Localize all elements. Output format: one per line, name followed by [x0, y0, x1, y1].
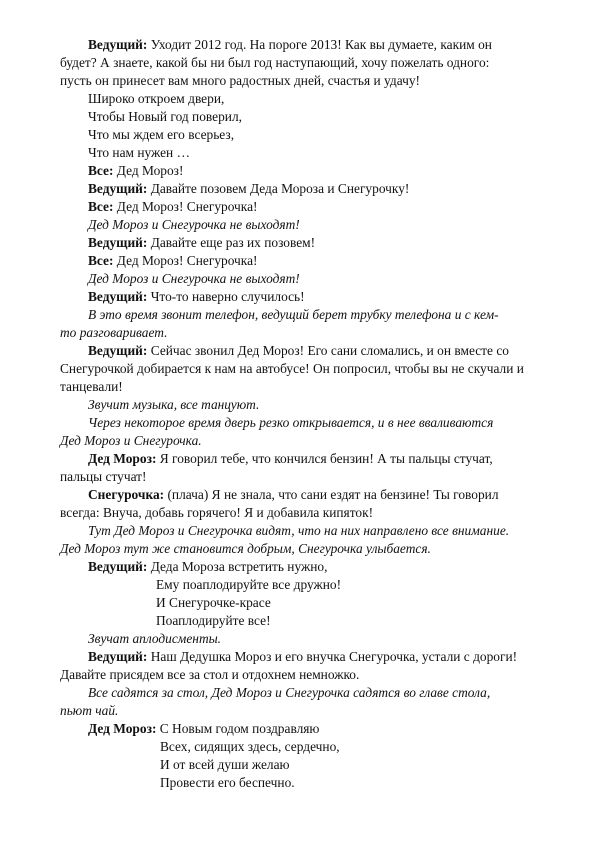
speaker-name: Ведущий: [88, 343, 148, 358]
line-text: Дед Мороз! Снегурочка! [113, 253, 258, 268]
verse-line: Что мы ждем его всерьез, [88, 127, 235, 142]
speaker-name: Все: [88, 199, 114, 214]
text-line: танцевали! [60, 379, 123, 394]
speaker-name: Все: [88, 253, 114, 268]
verse-line: Чтобы Новый год поверил, [88, 109, 242, 124]
speaker-name: Ведущий: [88, 559, 148, 574]
stage-direction: Звучит музыка, все танцуют. [88, 397, 260, 412]
dialogue-line [88, 720, 535, 738]
stage-direction: Все садятся за стол, Дед Мороз и Снегурочка садятся во главе стола, [88, 685, 491, 700]
line-text: Деда Мороза встретить нужно, [147, 559, 328, 574]
speaker-name: Все: [88, 163, 114, 178]
verse-line: Всех, сидящих здесь, сердечно, [160, 739, 340, 754]
dialogue-line [88, 234, 535, 252]
line-text: Давайте еще раз их позовем! [147, 235, 316, 250]
dialogue-line [88, 342, 535, 360]
speaker-name: Дед Мороз: [88, 451, 157, 466]
line-text: Я говорил тебе, что кончился бензин! А ты пальцы стучат, [156, 451, 493, 466]
speaker-name: Снегурочка: [88, 487, 165, 502]
dialogue-line [88, 450, 535, 468]
verse-line: И Снегурочке-красе [156, 595, 271, 610]
line-text: Уходит 2012 год. На пороге 2013! Как вы думаете, каким он [147, 37, 492, 52]
stage-direction: Тут Дед Мороз и Снегурочка видят, что на них направлено все внимание. [88, 523, 510, 538]
stage-direction: пьют чай. [60, 703, 119, 718]
verse-line: И от всей души желаю [160, 757, 290, 772]
dialogue-line [88, 486, 535, 504]
line-text: Сейчас звонил Дед Мороз! Его сани сломались, и он вместе со [147, 343, 509, 358]
stage-direction: Дед Мороз тут же становится добрым, Снегурочка улыбается. [60, 541, 431, 556]
text-line: Снегурочкой добирается к нам на автобусе! Он попросил, чтобы вы не скучали и [60, 361, 524, 376]
verse-line: Ему поаплодируйте все дружно! [156, 577, 342, 592]
speaker-name: Ведущий: [88, 181, 148, 196]
line-text: Что-то наверно случилось! [147, 289, 305, 304]
text-line: пальцы стучат! [60, 469, 147, 484]
stage-direction: Звучат аплодисменты. [88, 631, 222, 646]
speaker-name: Дед Мороз: [88, 721, 157, 736]
line-text: Наш Дедушка Мороз и его внучка Снегурочка, устали с дороги! [147, 649, 518, 664]
stage-direction: Дед Мороз и Снегурочка. [60, 433, 202, 448]
stage-direction: Дед Мороз и Снегурочка не выходят! [88, 217, 300, 232]
dialogue-line [88, 648, 535, 666]
stage-direction: В это время звонит телефон, ведущий берет трубку телефона и с кем- [88, 307, 499, 322]
dialogue-line [88, 36, 535, 54]
speaker-name: Ведущий: [88, 37, 148, 52]
verse-line: Что нам нужен … [88, 145, 190, 160]
text-line: Давайте присядем все за стол и отдохнем немножко. [60, 667, 360, 682]
stage-direction: Через некоторое время дверь резко открывается, и в нее вваливаются [88, 415, 494, 430]
dialogue-line [88, 198, 535, 216]
verse-line: Поаплодируйте все! [156, 613, 271, 628]
dialogue-line [88, 558, 535, 576]
dialogue-line [88, 252, 535, 270]
line-text: Дед Мороз! [113, 163, 184, 178]
line-text: Дед Мороз! Снегурочка! [113, 199, 258, 214]
speaker-name: Ведущий: [88, 235, 148, 250]
verse-line: Провести его беспечно. [160, 775, 295, 790]
dialogue-line [88, 180, 535, 198]
stage-direction: Дед Мороз и Снегурочка не выходят! [88, 271, 300, 286]
text-line: всегда: Внуча, добавь горячего! Я и добавила кипяток! [60, 505, 374, 520]
speaker-name: Ведущий: [88, 649, 148, 664]
stage-direction: то разговаривает. [60, 325, 168, 340]
speaker-name: Ведущий: [88, 289, 148, 304]
text-line: будет? А знаете, какой бы ни был год наступающий, хочу пожелать одного: [60, 55, 490, 70]
line-text: Давайте позовем Деда Мороза и Снегурочку! [147, 181, 410, 196]
line-text: (плача) Я не знала, что сани ездят на бензине! Ты говорил [164, 487, 499, 502]
dialogue-line [88, 162, 535, 180]
text-line: пусть он принесет вам много радостных дней, счастья и удачу! [60, 73, 420, 88]
line-text: С Новым годом поздравляю [156, 721, 320, 736]
dialogue-line [88, 288, 535, 306]
verse-line: Широко откроем двери, [88, 91, 225, 106]
